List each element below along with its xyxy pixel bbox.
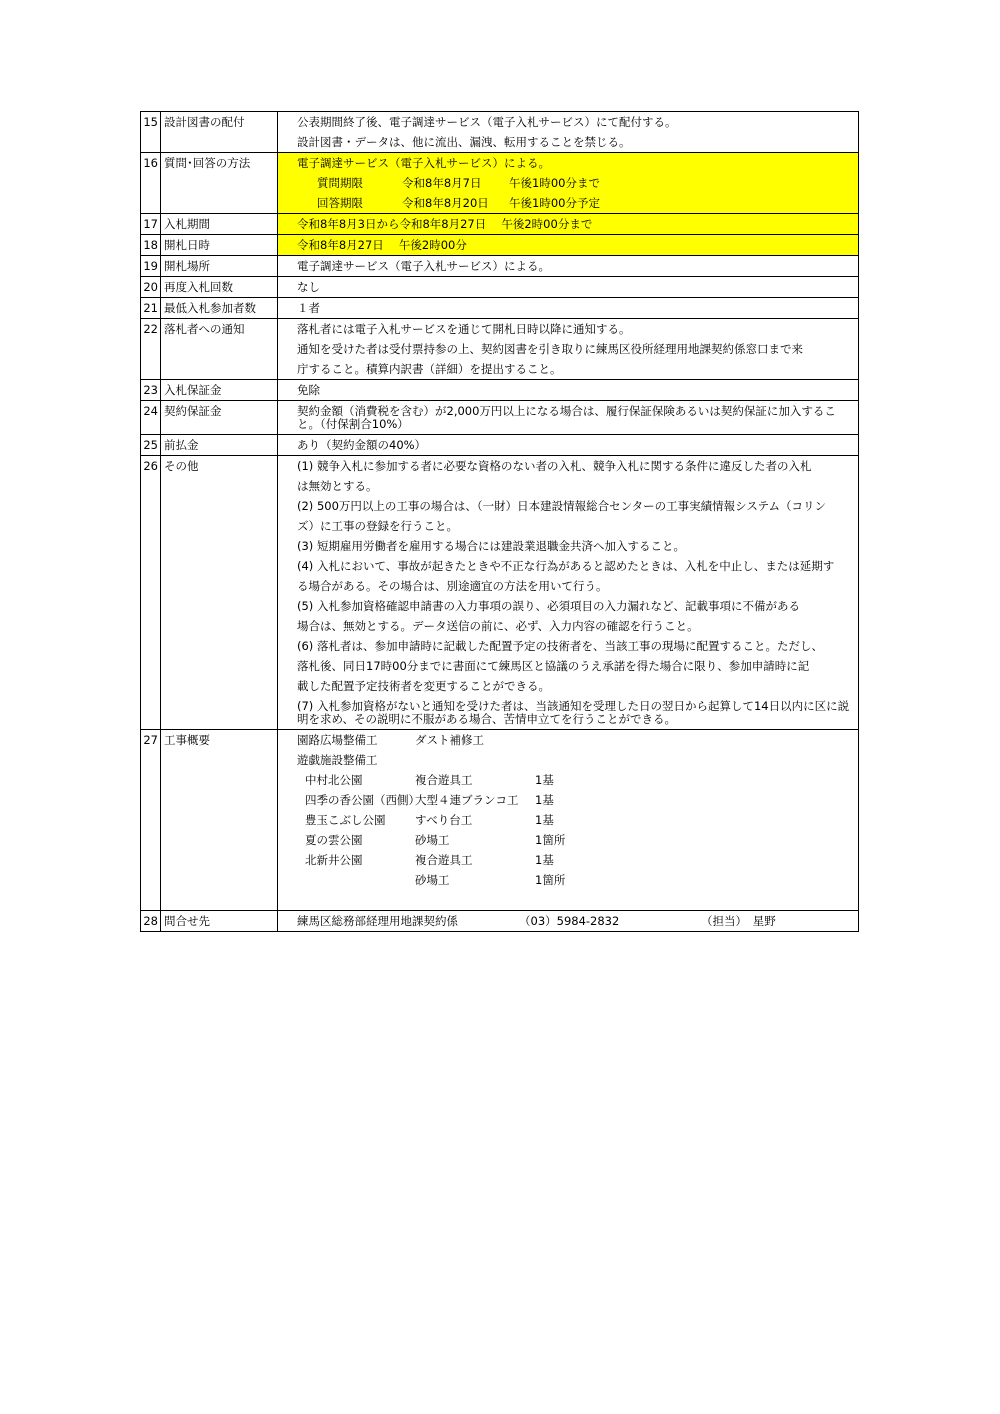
row-number: 25 xyxy=(141,435,161,456)
text-line: 場合は、無効とする。データ送信の前に、必ず、入力内容の確認を行うこと。 xyxy=(297,619,699,633)
text-line: (1) 競争入札に参加する者に必要な資格のない者の入札、競争入札に関する条件に違反した者の入札 xyxy=(297,459,812,473)
row-number: 18 xyxy=(141,235,161,256)
row-number: 20 xyxy=(141,277,161,298)
spec-table xyxy=(140,111,859,932)
schedule-line: 質問期限 令和8年8月7日 午後1時00分まで xyxy=(317,176,600,190)
row-25 xyxy=(141,435,859,456)
row-27 xyxy=(141,730,859,911)
contact-line: 練馬区総務部経理用地課契約係 （03）5984-2832 （担当） 星野 xyxy=(297,914,776,928)
row-label: 問合せ先 xyxy=(161,911,278,932)
text-paragraph: 契約金額（消費税を含む）が2,000万円以上になる場合は、履行保証保険あるいは契約保証に加入すること。（付保割合10%） xyxy=(297,404,836,431)
text-line: 落札後、同日17時00分までに書面にて練馬区と協議のうえ承諾を得た場合に限り、参加申請時に記 xyxy=(297,659,810,673)
text-line: る場合がある。その場合は、別途適宜の方法を用いて行う。 xyxy=(297,579,608,593)
row-number: 27 xyxy=(141,730,161,911)
row-content-highlighted xyxy=(278,153,859,214)
row-content xyxy=(278,911,859,932)
row-15 xyxy=(141,112,859,153)
text-line: (2) 500万円以上の工事の場合は、（一財）日本建設情報総合センターの工事実績情報システム（コリン xyxy=(297,499,827,513)
row-19 xyxy=(141,256,859,277)
text-line: 免除 xyxy=(297,383,320,397)
row-24 xyxy=(141,401,859,435)
row-number: 19 xyxy=(141,256,161,277)
row-number: 23 xyxy=(141,380,161,401)
row-28 xyxy=(141,911,859,932)
text-paragraph: (7) 入札参加資格がないと通知を受けた者は、当該通知を受理した日の翌日から起算して14日以内に区に説明を求め、その説明に不服がある場合、苦情申立てを行うことができる。 xyxy=(297,699,850,726)
row-label: 工事概要 xyxy=(161,730,278,911)
row-20 xyxy=(141,277,859,298)
row-label: 開札日時 xyxy=(161,235,278,256)
row-content xyxy=(278,435,859,456)
row-number: 15 xyxy=(141,112,161,153)
work-line: 遊戯施設整備工 xyxy=(297,753,378,767)
row-content xyxy=(278,380,859,401)
row-23 xyxy=(141,380,859,401)
text-line: あり（契約金額の40%） xyxy=(297,438,427,452)
text-line: 載した配置予定技術者を変更することができる。 xyxy=(297,679,550,693)
row-number: 28 xyxy=(141,911,161,932)
text-line: 電子調達サービス（電子入札サービス）による。 xyxy=(297,156,550,170)
row-label: 設計図書の配付 xyxy=(161,112,278,153)
row-number: 17 xyxy=(141,214,161,235)
row-16 xyxy=(141,153,859,214)
blank-line xyxy=(297,890,858,910)
text-line: 令和8年8月27日 午後2時00分 xyxy=(297,238,467,252)
row-label: 入札保証金 xyxy=(161,380,278,401)
row-content xyxy=(278,456,859,730)
work-line: 園路広場整備工 ダスト補修工 xyxy=(297,733,484,747)
text-line: ズ）に工事の登録を行うこと。 xyxy=(297,519,458,533)
row-26 xyxy=(141,456,859,730)
row-label: 再度入札回数 xyxy=(161,277,278,298)
row-content xyxy=(278,319,859,380)
row-content xyxy=(278,112,859,153)
text-line: (3) 短期雇用労働者を雇用する場合には建設業退職金共済へ加入すること。 xyxy=(297,539,685,553)
row-number: 24 xyxy=(141,401,161,435)
row-content-highlighted xyxy=(278,235,859,256)
text-line: (6) 落札者は、参加申請時に記載した配置予定の技術者を、当該工事の現場に配置すること。ただし、 xyxy=(297,639,823,653)
text-line: (5) 入札参加資格確認申請書の入力事項の誤り、必須項目の入力漏れなど、記載事項に不備がある xyxy=(297,599,800,613)
row-label: 前払金 xyxy=(161,435,278,456)
schedule-line: 回答期限 令和8年8月20日 午後1時00分予定 xyxy=(317,196,600,210)
row-content xyxy=(278,277,859,298)
text-line: 落札者には電子入札サービスを通じて開札日時以降に通知する。 xyxy=(297,322,631,336)
row-number: 22 xyxy=(141,319,161,380)
row-label: 入札期間 xyxy=(161,214,278,235)
text-line: なし xyxy=(297,280,320,294)
text-line: 通知を受けた者は受付票持参の上、契約図書を引き取りに練馬区役所経理用地課契約係窓口まで来 xyxy=(297,342,803,356)
text-line: 公表期間終了後、電子調達サービス（電子入札サービス）にて配付する。 xyxy=(297,115,677,129)
row-label: 質問･回答の方法 xyxy=(161,153,278,214)
row-number: 21 xyxy=(141,298,161,319)
text-line: 設計図書・データは、他に流出、漏洩、転用することを禁じる。 xyxy=(297,135,631,149)
row-17 xyxy=(141,214,859,235)
row-22 xyxy=(141,319,859,380)
row-label: 契約保証金 xyxy=(161,401,278,435)
text-line: (4) 入札において、事故が起きたときや不正な行為があると認めたときは、入札を中止し、または延期す xyxy=(297,559,835,573)
row-18 xyxy=(141,235,859,256)
row-label: 最低入札参加者数 xyxy=(161,298,278,319)
row-21 xyxy=(141,298,859,319)
park-line: 豊玉こぶし公園 すべり台工 1基 xyxy=(305,813,554,827)
text-line: 令和8年8月3日から令和8年8月27日 午後2時00分まで xyxy=(297,217,593,231)
row-label: 開札場所 xyxy=(161,256,278,277)
row-content xyxy=(278,730,859,911)
park-line: 北新井公園 複合遊具工 1基 xyxy=(305,853,554,867)
park-line: 四季の香公園（西側）大型４連ブランコ工 1基 xyxy=(305,793,554,807)
park-line: 夏の雲公園 砂場工 1箇所 xyxy=(305,833,566,847)
row-content xyxy=(278,256,859,277)
row-number: 16 xyxy=(141,153,161,214)
row-content-highlighted xyxy=(278,214,859,235)
text-line: １者 xyxy=(297,301,320,315)
text-line: 庁すること。積算内訳書（詳細）を提出すること。 xyxy=(297,362,562,376)
text-line: は無効とする。 xyxy=(297,479,378,493)
row-label: その他 xyxy=(161,456,278,730)
text-line: 電子調達サービス（電子入札サービス）による。 xyxy=(297,259,550,273)
park-line: 砂場工 1箇所 xyxy=(415,873,566,887)
row-content xyxy=(278,298,859,319)
row-number: 26 xyxy=(141,456,161,730)
park-line: 中村北公園 複合遊具工 1基 xyxy=(305,773,554,787)
row-label: 落札者への通知 xyxy=(161,319,278,380)
row-content xyxy=(278,401,859,435)
